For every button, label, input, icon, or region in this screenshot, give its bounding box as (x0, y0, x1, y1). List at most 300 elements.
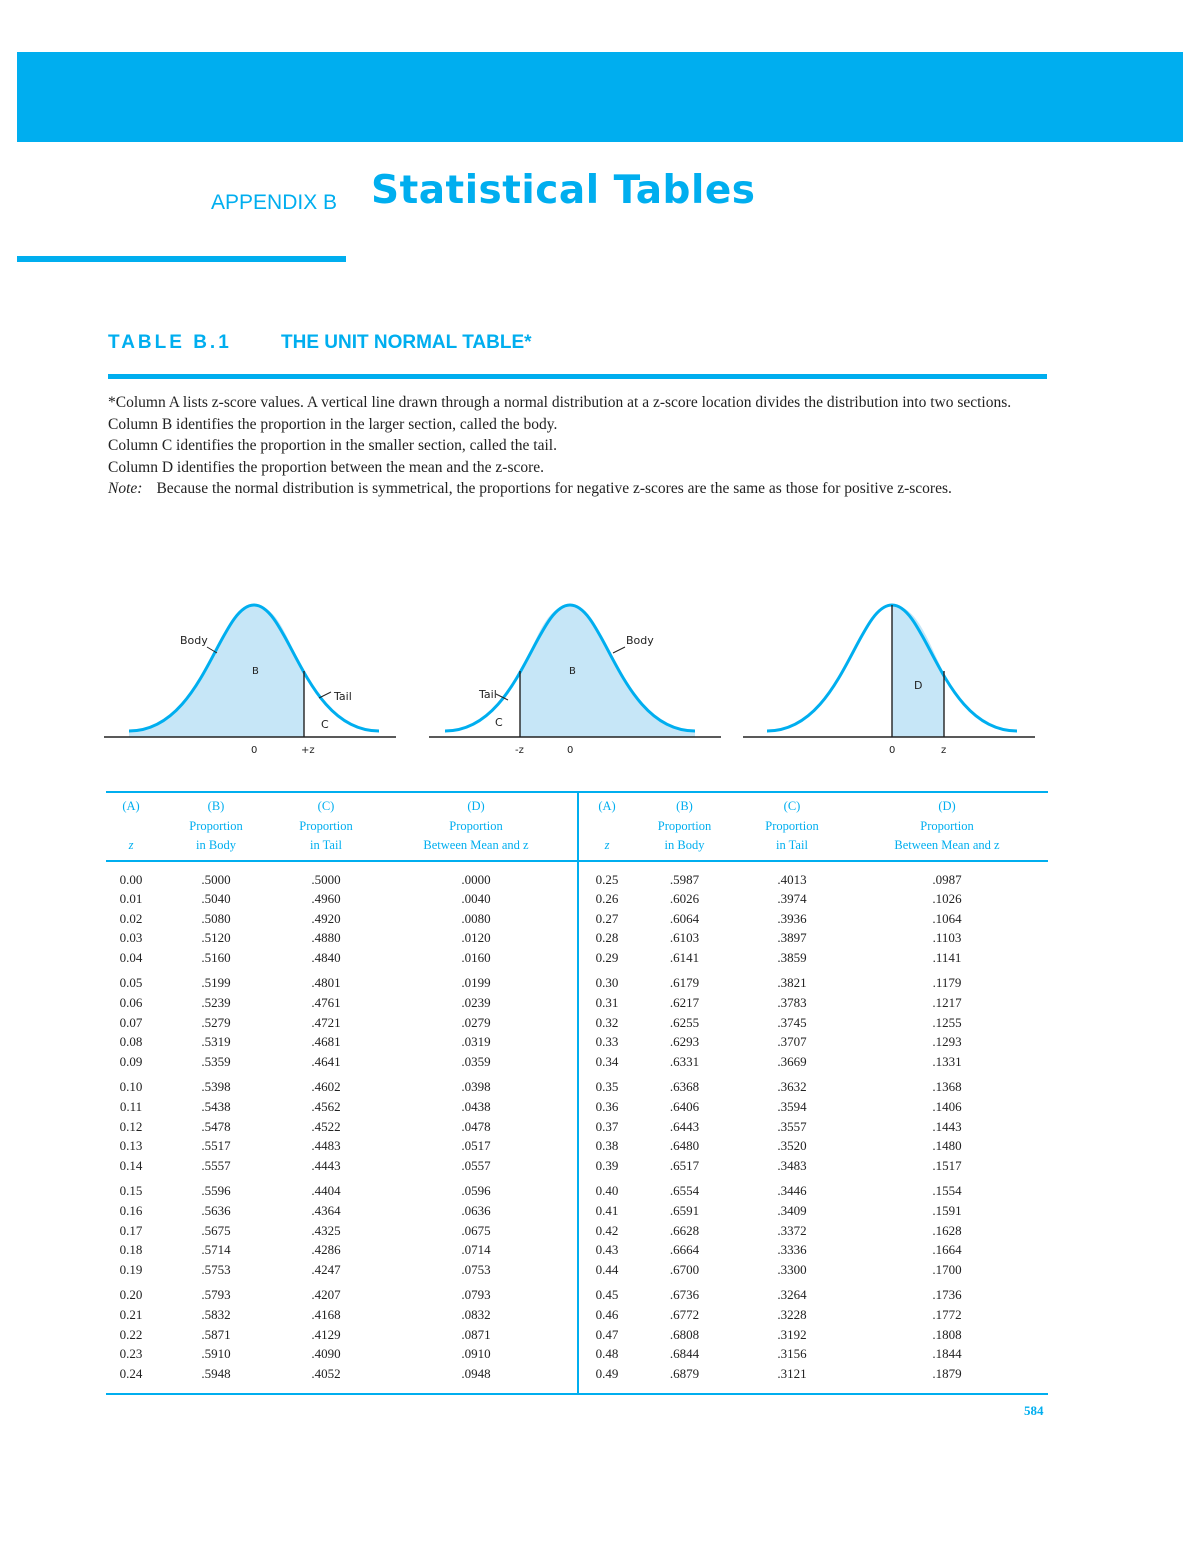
table-id: TABLE B.1 (108, 332, 232, 353)
table-row (106, 1221, 577, 1241)
mean-to-z-proportion-cell: .0987 (932, 871, 962, 887)
column-divider (577, 791, 579, 865)
body-proportion-cell: .6443 (669, 1118, 700, 1134)
mean-to-z-proportion-cell: .1293 (932, 1034, 962, 1050)
mean-to-z-proportion-cell: .1255 (932, 1014, 962, 1030)
z-value-cell: 0.18 (119, 1242, 143, 1258)
body-proportion-cell: .5160 (201, 949, 231, 965)
mean-to-z-proportion-cell: .1217 (932, 995, 962, 1011)
column-header: (B) Proportion in Body (189, 799, 243, 852)
body-proportion-cell: .5319 (201, 1034, 231, 1050)
table-row (577, 870, 1048, 890)
table-row (577, 1260, 1048, 1280)
z-value-cell: 0.22 (119, 1326, 143, 1342)
mean-to-z-proportion-cell: .1179 (932, 975, 962, 991)
normal-curve-diagram-negative-z (429, 595, 721, 765)
body-proportion-cell: .5910 (201, 1346, 231, 1362)
z-value-cell: 0.20 (119, 1287, 143, 1303)
mean-to-z-proportion-cell: .0753 (461, 1261, 491, 1277)
mean-to-z-proportion-cell: .1554 (932, 1183, 962, 1199)
z-value-cell: 0.45 (595, 1287, 619, 1303)
table-row (106, 1364, 577, 1384)
tail-proportion-cell: .3121 (777, 1365, 807, 1381)
unit-normal-table (106, 791, 1048, 1395)
table-row (106, 1344, 577, 1364)
tail-proportion-cell: .3372 (777, 1222, 807, 1238)
axis-label: 0 (889, 745, 896, 756)
body-proportion-cell: .5987 (669, 871, 700, 887)
normal-curve-diagram-mean-to-z (743, 595, 1035, 765)
body-proportion-cell: .6517 (669, 1157, 700, 1173)
axis-label: z (941, 745, 947, 756)
table-row (577, 1285, 1048, 1305)
mean-to-z-proportion-cell: .0398 (461, 1079, 491, 1095)
mean-to-z-proportion-cell: .1406 (932, 1099, 962, 1115)
body-proportion-cell: .5000 (201, 871, 231, 887)
tail-proportion-cell: .3745 (777, 1014, 807, 1030)
body-proportion-cell: .5753 (201, 1261, 231, 1277)
body-proportion-cell: .6331 (669, 1053, 700, 1069)
table-row (106, 1285, 577, 1305)
table-row (577, 889, 1048, 909)
mean-to-z-proportion-cell: .1879 (932, 1365, 962, 1381)
axis-label: -z (515, 745, 524, 756)
mean-to-z-proportion-cell: .1664 (932, 1242, 962, 1258)
tail-proportion-cell: .3669 (777, 1053, 807, 1069)
footnote-line: Column B identifies the proportion in the larger section, called the body. (108, 415, 558, 433)
table-row (577, 1156, 1048, 1176)
z-value-cell: 0.33 (595, 1034, 619, 1050)
body-proportion-cell: .5636 (201, 1203, 231, 1218)
mean-to-z-proportion-cell: .0714 (461, 1242, 491, 1258)
body-proportion-cell: .6026 (669, 891, 700, 907)
tail-proportion-cell: .4207 (311, 1287, 341, 1303)
row-group (577, 1077, 1048, 1175)
appendix-label: APPENDIX B (211, 191, 338, 214)
z-value-cell: 0.39 (595, 1157, 619, 1173)
z-value-cell: 0.43 (595, 1242, 619, 1258)
row-group (106, 1181, 577, 1279)
tail-proportion-cell: .4681 (311, 1034, 341, 1050)
tail-proportion-cell: .4483 (311, 1138, 341, 1154)
axis-label: 0 (567, 745, 574, 756)
column-header: (B) Proportion in Body (657, 799, 712, 852)
z-value-cell: 0.16 (119, 1203, 143, 1218)
tail-proportion-cell: .4168 (311, 1306, 341, 1322)
footnote-line: Column D identifies the proportion between the mean and the z-score. (108, 458, 545, 476)
z-value-cell: 0.04 (119, 949, 143, 965)
table-row (106, 1260, 577, 1280)
title-rule (17, 256, 346, 262)
body-proportion-cell: .5948 (201, 1365, 231, 1381)
table-row (106, 870, 577, 890)
z-value-cell: 0.49 (595, 1365, 619, 1381)
tail-proportion-cell: .4960 (311, 891, 341, 907)
table-row (106, 1117, 577, 1137)
footnote (108, 392, 1028, 500)
mean-to-z-proportion-cell: .1064 (932, 910, 962, 926)
tail-proportion-cell: .3228 (777, 1306, 807, 1322)
z-value-cell: 0.42 (595, 1222, 619, 1238)
tail-proportion-cell: .4443 (311, 1157, 341, 1173)
z-value-cell: 0.47 (595, 1326, 619, 1342)
body-proportion-cell: .5714 (201, 1242, 231, 1258)
z-value-cell: 0.23 (119, 1346, 143, 1362)
tail-proportion-cell: .4129 (311, 1326, 341, 1342)
body-proportion-cell: .5793 (201, 1287, 231, 1303)
table-row (106, 909, 577, 929)
table-row (577, 1013, 1048, 1033)
table-row (106, 928, 577, 948)
z-value-cell: 0.08 (119, 1034, 143, 1050)
column-header: (C) Proportion in Tail (299, 799, 353, 852)
tail-proportion-cell: .3156 (777, 1346, 807, 1362)
tail-proportion-cell: .4247 (311, 1261, 341, 1277)
table-row (577, 1181, 1048, 1201)
table-row (577, 1136, 1048, 1156)
body-proportion-cell: .5832 (201, 1306, 231, 1322)
mean-to-z-proportion-cell: .0199 (461, 975, 491, 991)
between-region (892, 605, 944, 737)
z-value-cell: 0.26 (595, 891, 619, 907)
tail-proportion-cell: .4641 (311, 1053, 341, 1069)
mean-to-z-proportion-cell: .0557 (461, 1157, 491, 1173)
table-title: THE UNIT NORMAL TABLE* (281, 332, 532, 353)
mean-to-z-proportion-cell: .0080 (461, 910, 491, 926)
row-group (106, 1285, 577, 1383)
body-proportion-cell: .6772 (669, 1306, 700, 1322)
column-header: (D) Proportion Between Mean and z (423, 799, 529, 852)
column-header: (A) z (122, 799, 140, 852)
mean-to-z-proportion-cell: .0871 (461, 1326, 491, 1342)
table-row (106, 1032, 577, 1052)
tail-proportion-cell: .4286 (311, 1242, 341, 1258)
table-row (106, 1052, 577, 1072)
body-proportion-cell: .5398 (201, 1079, 231, 1095)
body-proportion-cell: .6179 (669, 975, 700, 991)
table-row (106, 1325, 577, 1345)
z-value-cell: 0.24 (119, 1365, 143, 1381)
tail-proportion-cell: .4364 (311, 1203, 341, 1218)
region-label: B (252, 666, 259, 677)
z-value-cell: 0.15 (119, 1183, 143, 1199)
mean-to-z-proportion-cell: .0040 (461, 891, 491, 907)
body-label: Body (626, 634, 654, 647)
table-row (577, 973, 1048, 993)
row-group (106, 870, 577, 968)
body-proportion-cell: .6368 (669, 1079, 700, 1095)
table-row (577, 993, 1048, 1013)
tail-proportion-cell: .5000 (311, 871, 341, 887)
z-value-cell: 0.13 (119, 1138, 143, 1154)
z-value-cell: 0.05 (119, 975, 143, 991)
row-group (577, 973, 1048, 1071)
column-header: (C) Proportion in Tail (765, 799, 819, 852)
tail-proportion-cell: .4602 (311, 1079, 341, 1095)
body-proportion-cell: .6141 (669, 949, 700, 965)
table-row (106, 889, 577, 909)
tail-proportion-cell: .3632 (777, 1079, 807, 1095)
mean-to-z-proportion-cell: .1517 (932, 1157, 962, 1173)
mean-to-z-proportion-cell: .1103 (932, 930, 962, 946)
tail-proportion-cell: .3264 (777, 1287, 807, 1303)
tail-proportion-cell: .3707 (777, 1034, 807, 1050)
z-value-cell: 0.14 (119, 1157, 143, 1173)
tail-proportion-cell: .4562 (311, 1099, 341, 1115)
footnote-line: *Column A lists z-score values. A vertical line drawn through a normal distribution at a z-score location divides the distribution into two sections. (108, 394, 1012, 411)
mean-to-z-proportion-cell: .1700 (932, 1261, 962, 1277)
body-proportion-cell: .5438 (201, 1099, 231, 1115)
mean-to-z-proportion-cell: .0675 (461, 1222, 491, 1238)
table-row (577, 1032, 1048, 1052)
body-proportion-cell: .5239 (201, 995, 231, 1011)
table-row (577, 1305, 1048, 1325)
body-proportion-cell: .5040 (201, 891, 231, 907)
table-row (577, 1240, 1048, 1260)
tail-proportion-cell: .4880 (311, 930, 341, 946)
body-proportion-cell: .6879 (669, 1365, 700, 1381)
tail-proportion-cell: .3336 (777, 1242, 807, 1258)
mean-to-z-proportion-cell: .0319 (461, 1034, 491, 1050)
footnote-note (108, 478, 1028, 500)
mean-to-z-proportion-cell: .1480 (932, 1138, 962, 1154)
z-value-cell: 0.00 (119, 871, 143, 887)
tail-proportion-cell: .3594 (777, 1099, 807, 1115)
table-body (106, 862, 1048, 1390)
tail-proportion-cell: .3409 (777, 1203, 807, 1218)
mean-to-z-proportion-cell: .0517 (461, 1138, 491, 1154)
tail-proportion-cell: .3936 (777, 910, 807, 926)
mean-to-z-proportion-cell: .0120 (461, 930, 491, 946)
z-value-cell: 0.03 (119, 930, 143, 946)
table-row (106, 973, 577, 993)
z-value-cell: 0.19 (119, 1261, 143, 1277)
body-proportion-cell: .5871 (201, 1326, 231, 1342)
z-value-cell: 0.46 (595, 1306, 619, 1322)
table-row (106, 1097, 577, 1117)
note-text: Because the normal distribution is symmetrical, the proportions for negative z-scores are the same as those for positive z-scores. (156, 480, 952, 497)
z-value-cell: 0.21 (119, 1306, 143, 1322)
pointer-line (613, 647, 625, 653)
table-row (577, 948, 1048, 968)
table-row (577, 1077, 1048, 1097)
body-proportion-cell: .6628 (669, 1222, 700, 1238)
z-value-cell: 0.30 (595, 975, 619, 991)
mean-to-z-proportion-cell: .1368 (932, 1079, 962, 1095)
tail-proportion-cell: .4325 (311, 1222, 341, 1238)
body-proportion-cell: .5478 (201, 1118, 231, 1134)
tail-proportion-cell: .3483 (777, 1157, 807, 1173)
body-proportion-cell: .6293 (669, 1034, 700, 1050)
page-title: Statistical Tables (371, 168, 756, 213)
body-proportion-cell: .5557 (201, 1157, 231, 1173)
tail-region-label: C (321, 718, 329, 731)
page-number: 584 (1024, 1403, 1044, 1418)
tail-proportion-cell: .3859 (777, 949, 807, 965)
z-value-cell: 0.28 (595, 930, 619, 946)
z-value-cell: 0.07 (119, 1014, 143, 1030)
mean-to-z-proportion-cell: .0793 (461, 1287, 491, 1303)
tail-proportion-cell: .3974 (777, 891, 807, 907)
z-value-cell: 0.06 (119, 995, 143, 1011)
table-row (577, 1052, 1048, 1072)
z-value-cell: 0.44 (595, 1261, 619, 1277)
header-right (577, 793, 1048, 859)
mean-to-z-proportion-cell: .0596 (461, 1183, 491, 1199)
table-row (577, 1364, 1048, 1384)
body-proportion-cell: .6844 (669, 1346, 700, 1362)
body-proportion-cell: .5199 (201, 975, 231, 991)
body-proportion-cell: .5279 (201, 1014, 231, 1030)
mean-to-z-proportion-cell: .0948 (461, 1365, 491, 1381)
tail-proportion-cell: .4840 (311, 949, 341, 965)
row-group (577, 870, 1048, 968)
table-rule (108, 374, 1047, 379)
pointer-line (319, 692, 331, 698)
axis-label: +z (301, 745, 315, 756)
footnote-line: Column C identifies the proportion in the smaller section, called the tail. (108, 437, 557, 454)
tail-proportion-cell: .4721 (311, 1014, 341, 1030)
tail-proportion-cell: .4920 (311, 910, 341, 926)
z-value-cell: 0.35 (595, 1079, 619, 1095)
mean-to-z-proportion-cell: .1772 (932, 1306, 962, 1322)
note-label: Note: (108, 480, 143, 497)
body-proportion-cell: .5675 (201, 1222, 231, 1238)
tail-region-label: C (495, 716, 503, 729)
body-proportion-cell: .5120 (201, 930, 231, 946)
mean-to-z-proportion-cell: .0910 (461, 1346, 491, 1362)
tail-proportion-cell: .4761 (311, 995, 341, 1011)
table-row (106, 1240, 577, 1260)
z-value-cell: 0.02 (119, 910, 143, 926)
body-proportion-cell: .5517 (201, 1138, 231, 1154)
body-proportion-cell: .5596 (201, 1183, 231, 1199)
z-value-cell: 0.32 (595, 1014, 619, 1030)
mean-to-z-proportion-cell: .0359 (461, 1053, 491, 1069)
z-value-cell: 0.34 (595, 1053, 619, 1069)
z-value-cell: 0.36 (595, 1099, 619, 1115)
table-row (106, 1013, 577, 1033)
axis-label: 0 (251, 745, 258, 756)
z-value-cell: 0.25 (595, 871, 619, 887)
table-row (577, 928, 1048, 948)
header-left (106, 793, 577, 859)
mean-to-z-proportion-cell: .0160 (461, 949, 491, 965)
body-proportion-cell: .6591 (669, 1203, 700, 1218)
z-value-cell: 0.11 (119, 1099, 143, 1115)
body-proportion-cell: .6736 (669, 1287, 700, 1303)
tail-proportion-cell: .3557 (777, 1118, 807, 1134)
tail-proportion-cell: .3192 (777, 1326, 807, 1342)
column-divider (577, 860, 579, 1396)
z-value-cell: 0.01 (119, 891, 143, 907)
table-row (577, 1221, 1048, 1241)
body-proportion-cell: .6064 (669, 910, 700, 926)
mean-to-z-proportion-cell: .0239 (461, 995, 491, 1011)
z-value-cell: 0.48 (595, 1346, 619, 1362)
tail-proportion-cell: .3300 (777, 1261, 807, 1277)
region-label: D (914, 679, 923, 692)
mean-to-z-proportion-cell: .1331 (932, 1053, 962, 1069)
z-value-cell: 0.17 (119, 1222, 143, 1238)
z-value-cell: 0.27 (595, 910, 619, 926)
table-row (106, 1305, 577, 1325)
table-body-left (106, 862, 577, 1390)
body-proportion-cell: .6217 (669, 995, 700, 1011)
table-row (106, 1181, 577, 1201)
column-header: (D) Proportion Between Mean and z (894, 799, 1000, 852)
tail-proportion-cell: .3821 (777, 975, 807, 991)
z-value-cell: 0.09 (119, 1053, 143, 1069)
column-header: (A) z (598, 799, 616, 852)
mean-to-z-proportion-cell: .1141 (932, 949, 962, 965)
mean-to-z-proportion-cell: .0279 (461, 1014, 491, 1030)
row-group (106, 973, 577, 1071)
body-proportion-cell: .5080 (201, 910, 231, 926)
mean-to-z-proportion-cell: .0832 (461, 1306, 491, 1322)
body-proportion-cell: .6406 (669, 1099, 700, 1115)
body-proportion-cell: .6255 (669, 1014, 700, 1030)
table-row (106, 1077, 577, 1097)
tail-proportion-cell: .4404 (311, 1183, 341, 1199)
table-row (106, 948, 577, 968)
z-value-cell: 0.29 (595, 949, 619, 965)
mean-to-z-proportion-cell: .0438 (461, 1099, 491, 1115)
mean-to-z-proportion-cell: .1844 (932, 1346, 962, 1362)
row-group (577, 1285, 1048, 1383)
tail-proportion-cell: .3783 (777, 995, 807, 1011)
mean-to-z-proportion-cell: .1026 (932, 891, 962, 907)
normal-curve-diagram-positive-z (104, 595, 396, 765)
mean-to-z-proportion-cell: .0478 (461, 1118, 491, 1134)
mean-to-z-proportion-cell: .1808 (932, 1326, 962, 1342)
tail-proportion-cell: .3446 (777, 1183, 807, 1199)
tail-proportion-cell: .4522 (311, 1118, 341, 1134)
table-row (577, 1201, 1048, 1221)
table-header (106, 793, 1048, 859)
header-banner (17, 52, 1183, 142)
body-proportion-cell: .6480 (669, 1138, 700, 1154)
tail-proportion-cell: .4090 (311, 1346, 341, 1362)
table-body-right (577, 862, 1048, 1390)
row-group (577, 1181, 1048, 1279)
tail-proportion-cell: .3520 (777, 1138, 807, 1154)
z-value-cell: 0.10 (119, 1079, 143, 1095)
table-row (577, 1117, 1048, 1137)
table-row (577, 909, 1048, 929)
row-group (106, 1077, 577, 1175)
table-row (106, 993, 577, 1013)
z-value-cell: 0.40 (595, 1183, 619, 1199)
table-row (106, 1136, 577, 1156)
table-row (577, 1325, 1048, 1345)
mean-to-z-proportion-cell: .0000 (461, 871, 491, 887)
z-value-cell: 0.12 (119, 1118, 143, 1134)
tail-label: Tail (479, 688, 497, 701)
tail-proportion-cell: .4013 (777, 871, 807, 887)
mean-to-z-proportion-cell: .0636 (461, 1203, 491, 1218)
region-label: B (569, 666, 576, 677)
tail-proportion-cell: .4801 (311, 975, 341, 991)
table-row (577, 1097, 1048, 1117)
body-proportion-cell: .6700 (669, 1261, 700, 1277)
mean-to-z-proportion-cell: .1443 (932, 1118, 962, 1134)
z-value-cell: 0.31 (595, 995, 619, 1011)
table-row (106, 1156, 577, 1176)
tail-proportion-cell: .4052 (311, 1365, 341, 1381)
body-proportion-cell: .6103 (669, 930, 700, 946)
mean-to-z-proportion-cell: .1628 (932, 1222, 962, 1238)
